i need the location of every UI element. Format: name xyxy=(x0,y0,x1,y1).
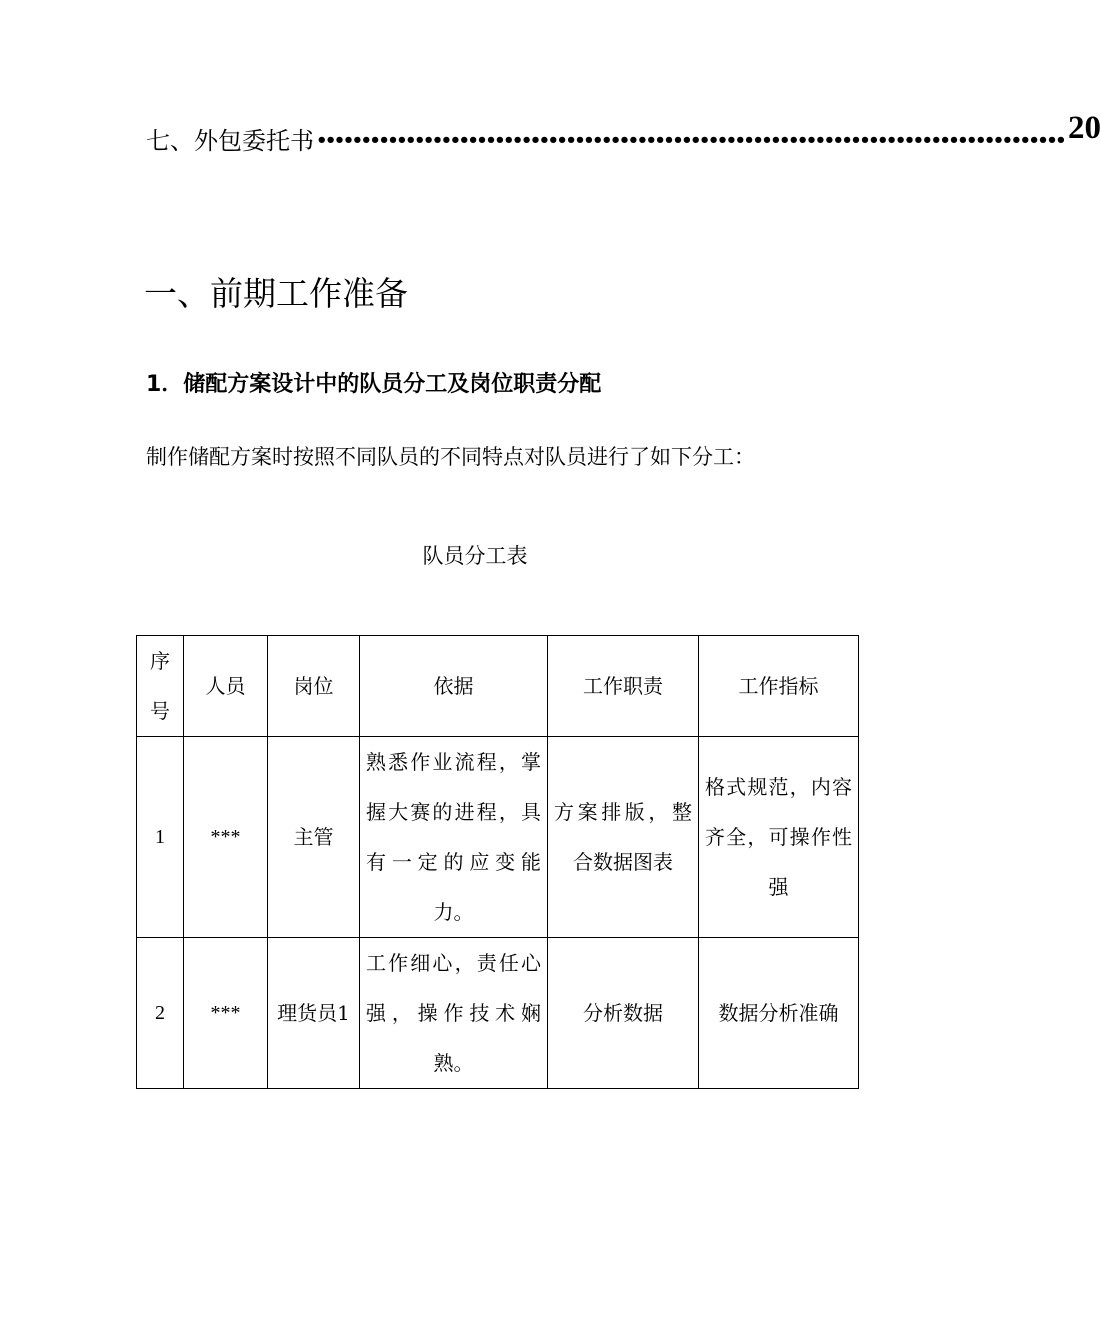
toc-page-number: 20 xyxy=(1068,110,1101,146)
header-cell-duties: 工作职责 xyxy=(548,636,699,737)
cell-index: 1 xyxy=(137,737,184,938)
cell-index: 2 xyxy=(137,938,184,1089)
staff-assignment-table xyxy=(136,635,859,1089)
header-cell-person: 人员 xyxy=(184,636,268,737)
cell-basis: 熟悉作业流程，掌握大赛的进程，具有一定的应变能力。 xyxy=(360,737,548,938)
cell-duties: 分析数据 xyxy=(548,938,699,1089)
toc-entry-label: 七、外包委托书 xyxy=(146,127,314,155)
cell-basis: 工作细心，责任心强，操作技术娴熟。 xyxy=(360,938,548,1089)
cell-duties: 方案排版，整合数据图表 xyxy=(548,737,699,938)
table-row xyxy=(137,938,859,1089)
table-caption: 队员分工表 xyxy=(422,544,528,568)
cell-person: *** xyxy=(184,737,268,938)
header-cell-index: 序号 xyxy=(137,636,184,737)
table-header-row xyxy=(137,636,859,737)
header-cell-metrics: 工作指标 xyxy=(699,636,859,737)
section-heading: 一、前期工作准备 xyxy=(144,274,408,313)
cell-person: *** xyxy=(184,938,268,1089)
cell-metrics: 数据分析准确 xyxy=(699,938,859,1089)
header-cell-basis: 依据 xyxy=(360,636,548,737)
cell-position: 理货员1 xyxy=(268,938,360,1089)
toc-leader-dots: •••••••••••••••••••••••••••••••••••••••••••••••••••••••••••••••••••••••••••••••••••• xyxy=(316,130,1065,151)
table-row xyxy=(137,737,859,938)
body-paragraph: 制作储配方案时按照不同队员的不同特点对队员进行了如下分工： xyxy=(146,445,755,469)
toc-entry[interactable] xyxy=(146,106,1101,156)
subsection-heading: 1．储配方案设计中的队员分工及岗位职责分配 xyxy=(146,372,602,397)
cell-position: 主管 xyxy=(268,737,360,938)
cell-metrics: 格式规范，内容齐全，可操作性强 xyxy=(699,737,859,938)
header-cell-position: 岗位 xyxy=(268,636,360,737)
